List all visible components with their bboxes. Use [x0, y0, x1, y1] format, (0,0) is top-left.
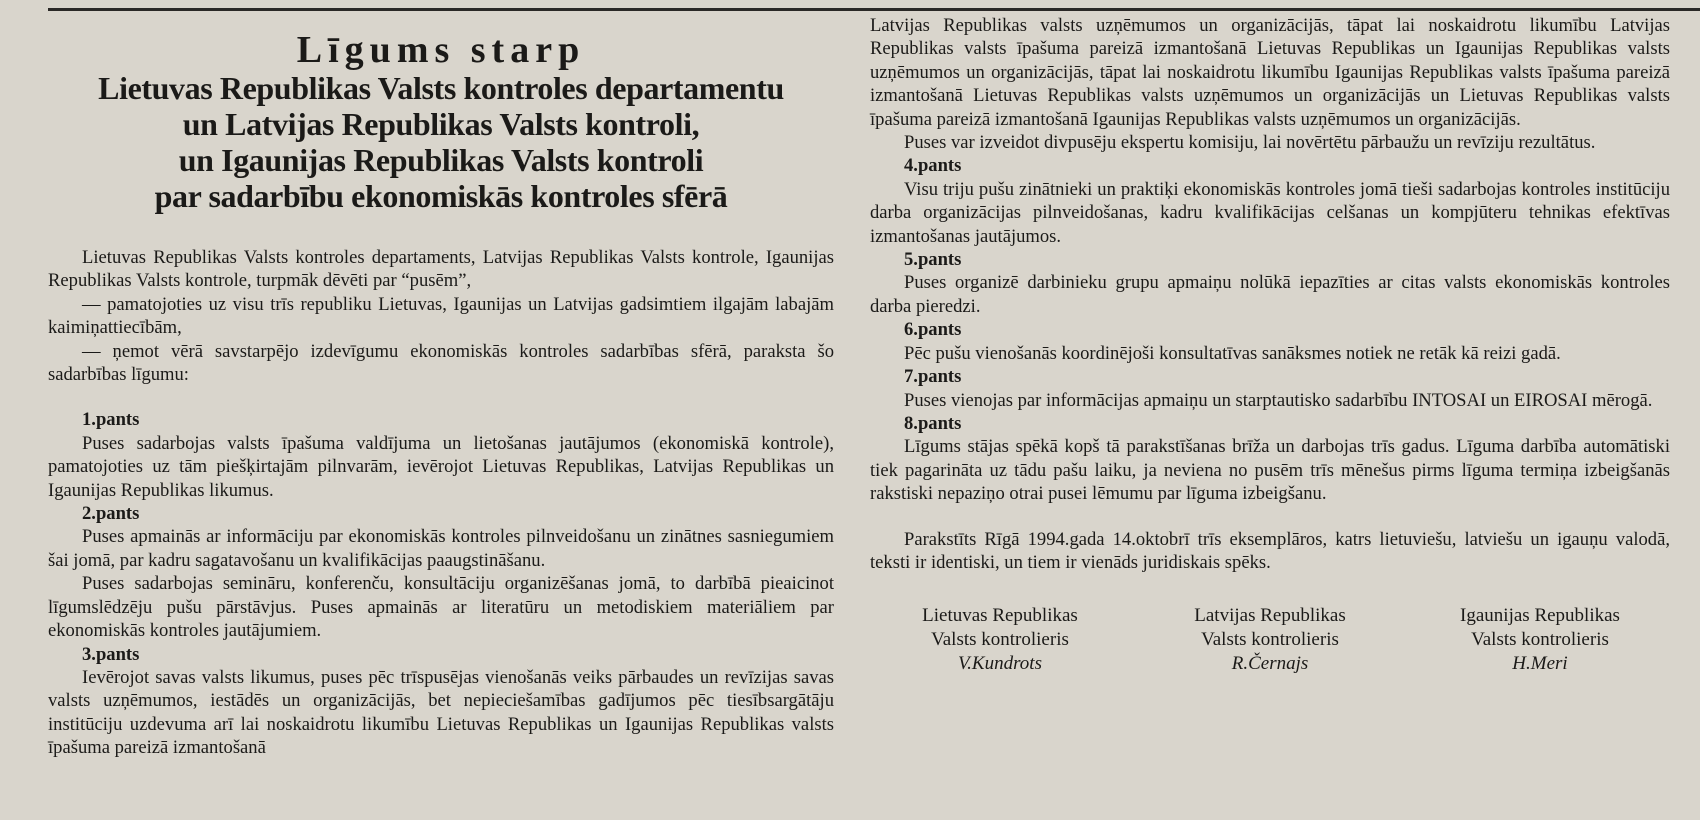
article-1-text: Puses sadarbojas valsts īpašuma valdījuma un lietošanas jautājumos (ekonomiskā kontrole), pamatojoties uz tām piešķirtajām pilnvarām, ievērojot Lietuvas Republikas, Latvijas Republikas un Igaunijas Republikas likumus. — [48, 432, 834, 501]
article-2-heading: 2.pants — [82, 503, 140, 525]
signature-country: Igaunijas Republikas — [1460, 605, 1620, 627]
article-3-heading: 3.pants — [82, 643, 140, 665]
signature-estonia — [1410, 604, 1670, 676]
article-6-text: Pēc pušu vienošanās koordinējoši konsultatīvas sanāksmes notiek ne retāk kā reizi gadā. — [904, 342, 1561, 364]
title-line-2: Lietuvas Republikas Valsts kontroles departamentu — [98, 70, 784, 106]
signature-name: R.Černajs — [1231, 653, 1309, 675]
signature-lithuania — [870, 604, 1130, 676]
left-body — [48, 246, 834, 760]
signature-title: Valsts kontrolieris — [1471, 629, 1609, 651]
signature-title: Valsts kontrolieris — [931, 629, 1069, 651]
article-7-heading: 7.pants — [904, 366, 962, 388]
title-line-4: un Igaunijas Republikas Valsts kontroli — [178, 142, 704, 178]
signature-country: Latvijas Republikas — [1194, 605, 1346, 627]
article-title — [48, 30, 834, 214]
left-column — [48, 14, 834, 760]
title-line-1: Līgums starp — [296, 29, 586, 71]
top-rule — [48, 8, 1700, 11]
article-1-heading: 1.pants — [82, 409, 140, 431]
right-column — [870, 14, 1670, 676]
signatures — [870, 604, 1670, 676]
article-4-heading: 4.pants — [904, 155, 962, 177]
intro-paragraph-3: — ņemot vērā savstarpējo izdevīgumu ekonomiskās kontroles sadarbības sfērā, paraksta šo sadarbības līgumu: — [48, 340, 834, 386]
title-line-5: par sadarbību ekonomiskās kontroles sfērā — [154, 178, 728, 214]
article-2-text-1: Puses apmainās ar informāciju par ekonomiskās kontroles pilnveidošanu un zinātnes sasniegumiem šai jomā, par kadru sagatavošanu un kvalifikācijas paaugstināšanu. — [48, 526, 834, 571]
signature-latvia — [1140, 604, 1400, 676]
title-line-3: un Latvijas Republikas Valsts kontroli, — [182, 106, 700, 142]
intro-paragraph-1: Lietuvas Republikas Valsts kontroles departaments, Latvijas Republikas Valsts kontrole, Igaunijas Republikas Valsts kontrole, turpmāk dēvēti par “pusēm”, — [48, 247, 834, 292]
article-4-text: Visu triju pušu zinātnieki un praktiķi ekonomiskās kontroles jomā tieši sadarbojas kontroles institūciju darba organizācijas pilnveidošanas, kadru kvalifikācijas celšanas un kompjūteru tehnikas efektīvas izmantošanas jautājumos. — [870, 178, 1670, 247]
signature-name: V.Kundrots — [958, 653, 1042, 675]
signature-name: H.Meri — [1512, 653, 1568, 675]
article-2-text-2: Puses sadarbojas semināru, konferenču, konsultāciju organizēšanas jomā, to darbībā pieaicinot līgumslēdzēju pušu pārstāvjus. Puses apmainās ar literatūru un metodiskiem materiāliem par ekonomiskās kontroles jautājumiem. — [48, 573, 834, 642]
article-5-heading: 5.pants — [904, 249, 962, 271]
intro-paragraph-2: — pamatojoties uz visu trīs republiku Lietuvas, Igaunijas un Latvijas gadsimtiem ilgajām labajām kaimiņattiecībām, — [48, 293, 834, 339]
signature-title: Valsts kontrolieris — [1201, 629, 1339, 651]
article-3-commission: Puses var izveidot divpusēju ekspertu komisiju, lai novērtētu pārbaužu un revīziju rezultātus. — [904, 132, 1596, 154]
article-8-heading: 8.pants — [904, 412, 962, 434]
article-7-text: Puses vienojas par informācijas apmaiņu un starptautisko sadarbību INTOSAI un EIROSAI mērogā. — [904, 389, 1653, 411]
signing-statement: Parakstīts Rīgā 1994.gada 14.oktobrī trīs eksemplāros, katrs lietuviešu, latviešu un igauņu valodā, teksti ir identiski, un tiem ir vienāds juridiskais spēks. — [870, 528, 1670, 573]
article-5-text: Puses organizē darbinieku grupu apmaiņu nolūkā iepazīties ar citas valsts ekonomiskās kontroles darba pieredzi. — [870, 272, 1670, 317]
article-8-text: Līgums stājas spēkā kopš tā parakstīšanas brīža un darbojas trīs gadus. Līguma darbība automātiski tiek pagarināta uz tādu pašu laiku, ja neviena no pusēm trīs mēnešus pirms līguma termiņa izbeigšanās rakstiski nepaziņo otrai pusei lēmumu par līguma izbeigšanu. — [870, 436, 1670, 505]
right-body — [870, 14, 1670, 574]
signature-country: Lietuvas Republikas — [922, 605, 1078, 627]
article-3-text: Ievērojot savas valsts likumus, puses pēc trīspusējas vienošanās veiks pārbaudes un revīzijas savas valsts uzņēmumos, iestādēs un organizācijās, bet nepieciešamības gadījumos pēc tiesībsargātāju institūciju uzdevuma arī lai noskaidrotu likumību Lietuvas Republikas un Igaunijas Republikas valsts īpašuma pareizā izmantošanā — [48, 666, 834, 759]
article-6-heading: 6.pants — [904, 319, 962, 341]
article-3-continued: Latvijas Republikas valsts uzņēmumos un organizācijās, tāpat lai noskaidrotu likumību Latvijas Republikas valsts īpašuma pareizā izmantošanā Lietuvas Republikas un Igaunijas Republikas valsts uzņēmumos un organizācijās, tāpat lai noskaidrotu likumību Igaunijas Republikas valsts īpašuma pareizā izmantošanā Lietuvas Republikas valsts uzņēmumos un organizācijās un Lietuvas Republikas valsts īpašuma pareizā izmantošanā Igaunijas Republikas valsts uzņēmumos un organizācijās. — [870, 15, 1670, 130]
